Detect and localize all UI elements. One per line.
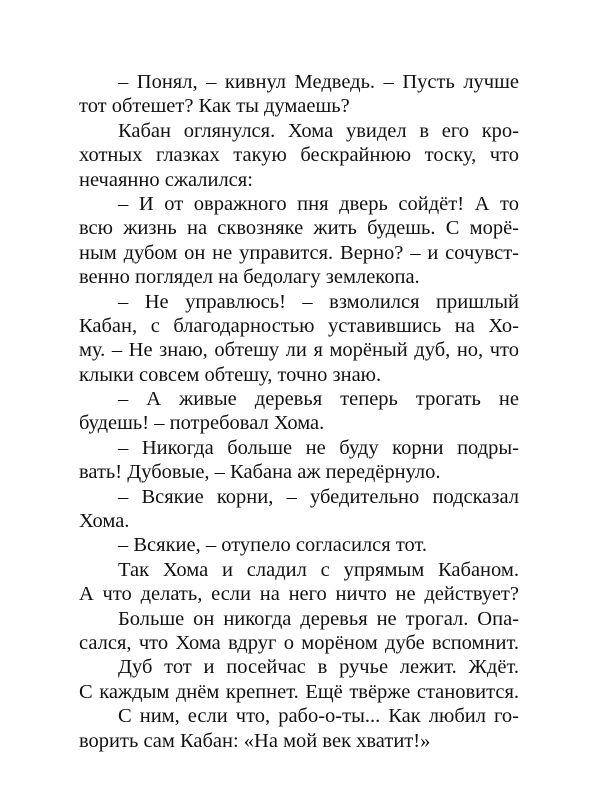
text-line: ным дубом он не управится. Верно? – и сочувст- <box>79 241 519 264</box>
text-line: му. – Не знаю, обтешу ли я морёный дуб, но, что <box>79 339 519 362</box>
text-line: Так Хома и сладил с упрямым Кабаном. <box>118 558 519 581</box>
text-line: Хома. <box>79 510 130 533</box>
text-line: – А живые деревья теперь трогать не <box>118 388 519 411</box>
text-line: – И от овражного пня дверь сойдёт! А то <box>118 192 519 215</box>
text-line: – Всякие, – отупело согласился тот. <box>118 534 428 557</box>
text-line: С каждым днём крепнет. Ещё твёрже становится. <box>79 680 519 703</box>
text-line: – Всякие корни, – убедительно подсказал <box>118 485 519 508</box>
text-line: хотных глазках такую бескрайнюю тоску, что <box>79 144 519 167</box>
text-line: – Понял, – кивнул Медведь. – Пусть лучше <box>118 71 519 93</box>
text-line: Больше он никогда деревья не трогал. Опа- <box>118 607 519 630</box>
text-line: Кабан оглянулся. Хома увидел в его кро- <box>118 119 519 142</box>
text-line: А что делать, если на него ничто не действует? <box>79 583 519 606</box>
story-text <box>79 70 519 753</box>
text-line: С ним, если что, рабо-о-ты... Как любил го- <box>118 705 519 728</box>
text-line: Кабан, с благодарностью уставившись на Хо- <box>79 314 519 337</box>
text-line: тот обтешет? Как ты думаешь? <box>79 95 350 118</box>
text-line: всю жизнь на сквозняке жить будешь. С морё- <box>79 217 519 240</box>
text-line: – Никогда больше не буду корни подры- <box>118 436 519 459</box>
text-line: клыки совсем обтешу, точно знаю. <box>79 363 382 386</box>
text-line: нечаянно сжалился: <box>79 168 253 191</box>
text-line: – Не управлюсь! – взмолился пришлый <box>118 290 519 313</box>
text-line: ворить сам Кабан: «На мой век хватит!» <box>79 729 431 752</box>
text-line: будешь! – потребовал Хома. <box>79 412 325 435</box>
text-line: вать! Дубовые, – Кабана аж передёрнуло. <box>79 461 441 484</box>
text-line: венно поглядел на бедолагу землекопа. <box>79 266 420 289</box>
text-line: сался, что Хома вдруг о морёном дубе вспомнит. <box>79 631 519 654</box>
text-line: Дуб тот и посейчас в ручье лежит. Ждёт. <box>118 656 519 679</box>
